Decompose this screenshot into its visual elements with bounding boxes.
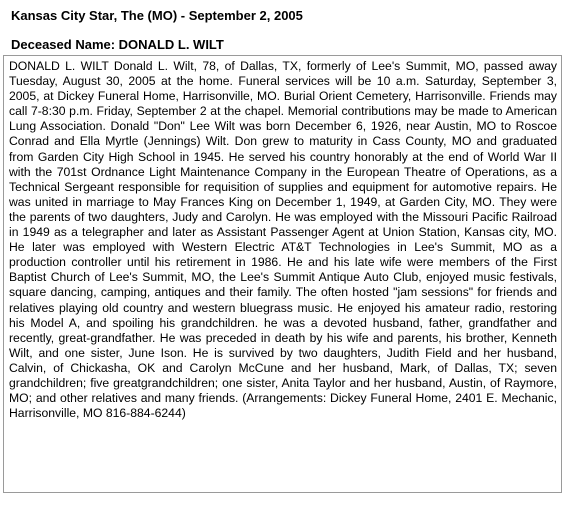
source-publication-line: Kansas City Star, The (MO) - September 2, 2005 (11, 8, 303, 23)
deceased-name-heading: Deceased Name: DONALD L. WILT (11, 37, 224, 52)
obituary-text-box (3, 55, 562, 493)
obituary-body-text: DONALD L. WILT Donald L. Wilt, 78, of Dallas, TX, formerly of Lee's Summit, MO, passed away Tuesday, August 30, 2005 at the home. Funeral services will be 10 a.m. Saturday, September 3, 2005, at Dickey Funeral Home, Harrisonville, MO. Burial Orient Cemetery, Harrisonville. Friends may call 7-8:30 p.m. Friday, September 2 at the chapel. Memorial contributions may be made to American Lung Association. Donald "Don" Lee Wilt was born December 6, 1926, near Austin, MO to Roscoe Conrad and Ella Myrtle (Jennings) Wilt. Don grew to maturity in Cass County, MO and graduated from Garden City High School in 1945. He served his country honorably at the end of World War II with the 701st Ordnance Light Maintenance Company in the European Theatre of Operations, as a Technical Sergeant responsible for requisition of supplies and equipment for automotive repairs. He was united in marriage to May Frances King on December 1, 1949, at Garden City, MO. They were the parents of two daughters, Judy and Carolyn. He was employed with the Missouri Pacific Railroad in 1949 as a telegrapher and later as Assistant Passenger Agent at Union Station, Kansas city, MO. He later was employed with Western Electric AT&T Technologies in Lee's Summit, MO as a production controller until his retirement in 1986. He and his late wife were members of the First Baptist Church of Lee's Summit, MO, the Lee's Summit Antique Auto Club, enjoyed music festivals, square dancing, camping, antiques and their family. The often hosted "jam sessions" for friends and relatives playing old country and western bluegrass music. He enjoyed his amateur radio, restoring his Model A, and spoiling his grandchildren. he was a devoted husband, father, grandfather and recently, great-grandfather. He was preceded in death by his wife and parents, his brother, Kenneth Wilt, and one sister, June Ison. He is survived by two daughters, Judith Field and her husband, Calvin, of Chickasha, OK and Carolyn McCune and her husband, Mark, of Dallas, TX; seven grandchildren; five greatgrandchildren; one sister, Anita Taylor and her husband, Austin, of Raymore, MO; and other relatives and many friends. (Arrangements: Dickey Funeral Home, 2401 E. Mechanic, Harrisonville, MO 816-884-6244) (9, 59, 557, 421)
